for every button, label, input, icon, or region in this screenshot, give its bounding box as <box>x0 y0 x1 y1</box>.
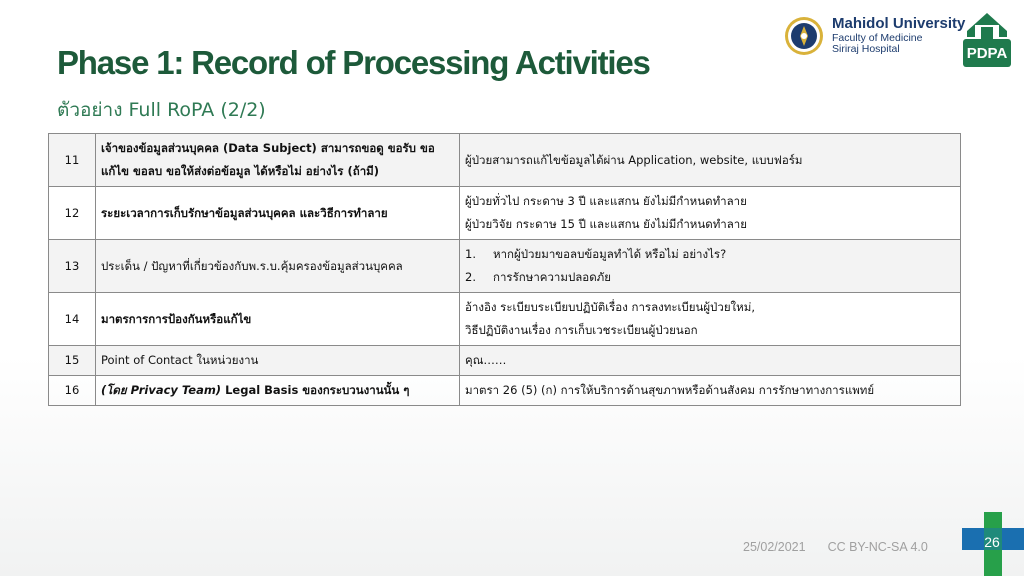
footer-date: 25/02/2021 <box>743 540 806 554</box>
row-topic: Point of Contact ในหน่วยงาน <box>96 346 460 376</box>
detail-line: อ้างอิง ระเบียบระเบียบปฏิบัติเรื่อง การลงทะเบียนผู้ป่วยใหม่, <box>465 300 755 314</box>
row-topic: มาตรการการป้องกันหรือแก้ไข <box>96 293 460 346</box>
detail-line: ผู้ป่วยทั่วไป กระดาษ 3 ปี และแสกน ยังไม่มีกำหนดทำลาย <box>465 194 747 208</box>
item-text: หากผู้ป่วยมาขอลบข้อมูลทำได้ หรือไม่ อย่างไร? <box>493 247 727 261</box>
university-logo <box>784 16 965 56</box>
row-detail <box>460 187 961 240</box>
topic-rest: Legal Basis ของกระบวนงานนั้น ๆ <box>221 383 410 397</box>
pdpa-badge-icon <box>961 9 1013 69</box>
row-topic: ระยะเวลาการเก็บรักษาข้อมูลส่วนบุคคล และวิธีการทำลาย <box>96 187 460 240</box>
page-title: Phase 1: Record of Processing Activities <box>57 44 650 81</box>
row-number: 16 <box>49 376 96 406</box>
page-number: 26 <box>984 534 1000 550</box>
row-detail: คุณ…… <box>460 346 961 376</box>
row-detail: ผู้ป่วยสามารถแก้ไขข้อมูลได้ผ่าน Application, website, แบบฟอร์ม <box>460 134 961 187</box>
row-number: 13 <box>49 240 96 293</box>
pdpa-badge-text: PDPA <box>966 45 1008 62</box>
topic-italic: (โดย Privacy Team) <box>101 383 222 397</box>
table-row <box>49 240 961 293</box>
detail-line: วิธีปฏิบัติงานเรื่อง การเก็บเวชระเบียนผู้ป่วยนอก <box>465 323 698 337</box>
table-row <box>49 293 961 346</box>
hospital-name: Siriraj Hospital <box>832 43 900 56</box>
row-detail: มาตรา 26 (5) (ก) การให้บริการด้านสุขภาพหรือด้านสังคม การรักษาทางการแพทย์ <box>460 376 961 406</box>
detail-line: ผู้ป่วยวิจัย กระดาษ 15 ปี และแสกน ยังไม่มีกำหนดทำลาย <box>465 217 748 231</box>
numbered-item <box>465 243 955 266</box>
page-subtitle: ตัวอย่าง Full RoPA (2/2) <box>57 99 266 121</box>
row-detail <box>460 240 961 293</box>
table-row <box>49 346 961 376</box>
row-topic <box>96 376 460 406</box>
table-row <box>49 187 961 240</box>
row-number: 11 <box>49 134 96 187</box>
row-topic: ประเด็น / ปัญหาที่เกี่ยวข้องกับพ.ร.บ.คุ้มครองข้อมูลส่วนบุคคล <box>96 240 460 293</box>
row-topic: เจ้าของข้อมูลส่วนบุคคล (Data Subject) สามารถขอดู ขอรับ ขอแก้ไข ขอลบ ขอให้ส่งต่อข้อมูล ได้หรือไม่ อย่างไร (ถ้ามี) <box>96 134 460 187</box>
item-number: 2. <box>465 270 476 284</box>
faculty-name: Faculty of Medicine <box>832 31 923 44</box>
footer-license: CC BY-NC-SA 4.0 <box>827 540 928 554</box>
item-number: 1. <box>465 247 476 261</box>
row-number: 12 <box>49 187 96 240</box>
footer <box>743 540 928 554</box>
numbered-item <box>465 266 955 289</box>
item-text: การรักษาความปลอดภัย <box>493 270 612 284</box>
row-detail <box>460 293 961 346</box>
university-seal-icon <box>784 16 824 56</box>
row-number: 14 <box>49 293 96 346</box>
table-row <box>49 376 961 406</box>
university-name: Mahidol University <box>832 15 966 33</box>
table-row <box>49 134 961 187</box>
ropa-table <box>48 133 961 406</box>
row-number: 15 <box>49 346 96 376</box>
university-text <box>832 16 965 56</box>
